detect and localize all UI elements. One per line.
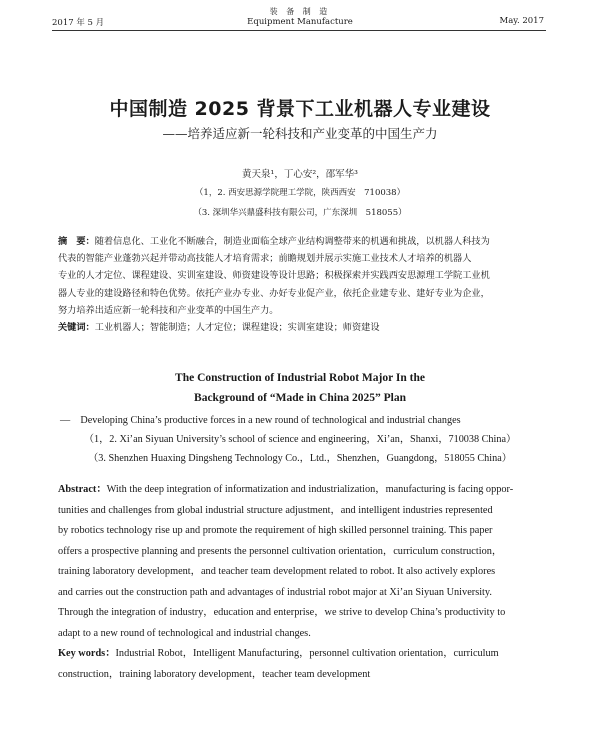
abstract-cn-text: 随着信息化、工业化不断融合，制造业面临全球产业结构调整带来的机遇和挑战，以机器人科技为: [94, 236, 490, 247]
abstract-en-line: offers a prospective planning and presents the personnel cultivation orientation，curriculum construction，: [58, 545, 503, 557]
title-en-line-2: Background of “Made in China 2025” Plan: [194, 392, 406, 404]
header-journal-cn: 装 备 制 造: [269, 7, 331, 16]
abstract-en-label: Abstract：: [58, 484, 107, 495]
keywords-cn-text: 工业机器人；智能制造；人才定位；课程建设；实训室建设；师资建设: [94, 322, 380, 334]
abstract-en-line: tunities and challenges from global industrial structure adjustment，and intelligent industries represented: [58, 504, 493, 516]
abstract-cn-line: 器人专业的建设路径和特色优势。依托产业办专业、办好专业促产业，依托企业建专业、建好专业为企业，: [58, 287, 490, 299]
header-journal-en: Equipment Manufacture: [247, 17, 353, 27]
abstract-cn: [58, 233, 548, 336]
header-date: 2017 年 5 月: [52, 18, 105, 28]
abstract-en-line: and carries out the construction path and advantages of industrial robot major at Xi’an Siyuan University.: [58, 586, 492, 598]
abstract-en-line: adapt to a new round of technological and industrial changes.: [58, 627, 311, 639]
abstract-cn-line: 专业的人才定位、课程建设、实训室建设、师资建设等设计思路；积极探索并实践西安思源理工学院工业机: [58, 270, 490, 282]
subtitle-en: — Developing China’s productive forces in a new round of technological and industrial changes: [60, 415, 461, 426]
title-en-line-1: The Construction of Industrial Robot Major In the: [175, 372, 425, 384]
keywords-en-line: construction，training laboratory development，teacher team development: [58, 668, 371, 680]
header-rule: [52, 30, 546, 31]
affiliation-en-2: （3. Shenzhen Huaxing Dingsheng Technology Co.，Ltd.，Shenzhen，Guangdong，518055 China）: [88, 453, 512, 464]
abstract-cn-label: 摘 要：: [58, 236, 95, 247]
page-subtitle: ——培养适应新一轮科技和产业变革的中国生产力: [162, 126, 438, 141]
authors: 黄天泉¹，丁心安²，邵军华³: [242, 169, 358, 180]
header-issue: May. 2017: [499, 16, 544, 26]
keywords-en-label: Key words：: [58, 648, 116, 659]
affiliation-1: （1，2. 西安思源学院理工学院，陕西西安 710038）: [194, 188, 406, 198]
abstract-en-line: training laboratory development，and teacher team development related to robot. It also actively explores: [58, 566, 496, 577]
keywords-en-text: Industrial Robot，Intelligent Manufacturing，personnel cultivation orientation，curriculum: [115, 648, 499, 659]
abstract-en: [58, 480, 548, 685]
keywords-en: [58, 644, 548, 665]
affiliation-2: （3. 深圳华兴鼎盛科技有限公司，广东深圳 518055）: [193, 208, 407, 218]
page-title: 中国制造 2025 背景下工业机器人专业建设: [109, 98, 491, 120]
affiliation-en-1: （1，2. Xi’an Siyuan University’s school of science and engineering，Xi’an，Shanxi，710038 China）: [83, 434, 517, 445]
abstract-cn-line: 代表的智能产业蓬勃兴起并带动高技能人才培育需求；前瞻规划并展示实施工业技术人才培养的机器人: [58, 253, 472, 265]
abstract-en-line: Through the integration of industry，education and enterprise，we strive to develop China’s productivity to: [58, 607, 506, 618]
abstract-en-line: [58, 480, 548, 501]
abstract-cn-line: 努力培养出适应新一轮科技和产业变革的中国生产力。: [58, 304, 279, 316]
keywords-cn: [58, 319, 548, 336]
abstract-en-line: by robotics technology rise up and promote the requirement of high skilled personnel training. This paper: [58, 525, 493, 536]
abstract-cn-line: [58, 233, 548, 250]
abstract-en-text: With the deep integration of informatization and industrialization，manufacturing is facing oppor-: [106, 484, 514, 495]
keywords-cn-label: 关键词：: [58, 322, 95, 334]
